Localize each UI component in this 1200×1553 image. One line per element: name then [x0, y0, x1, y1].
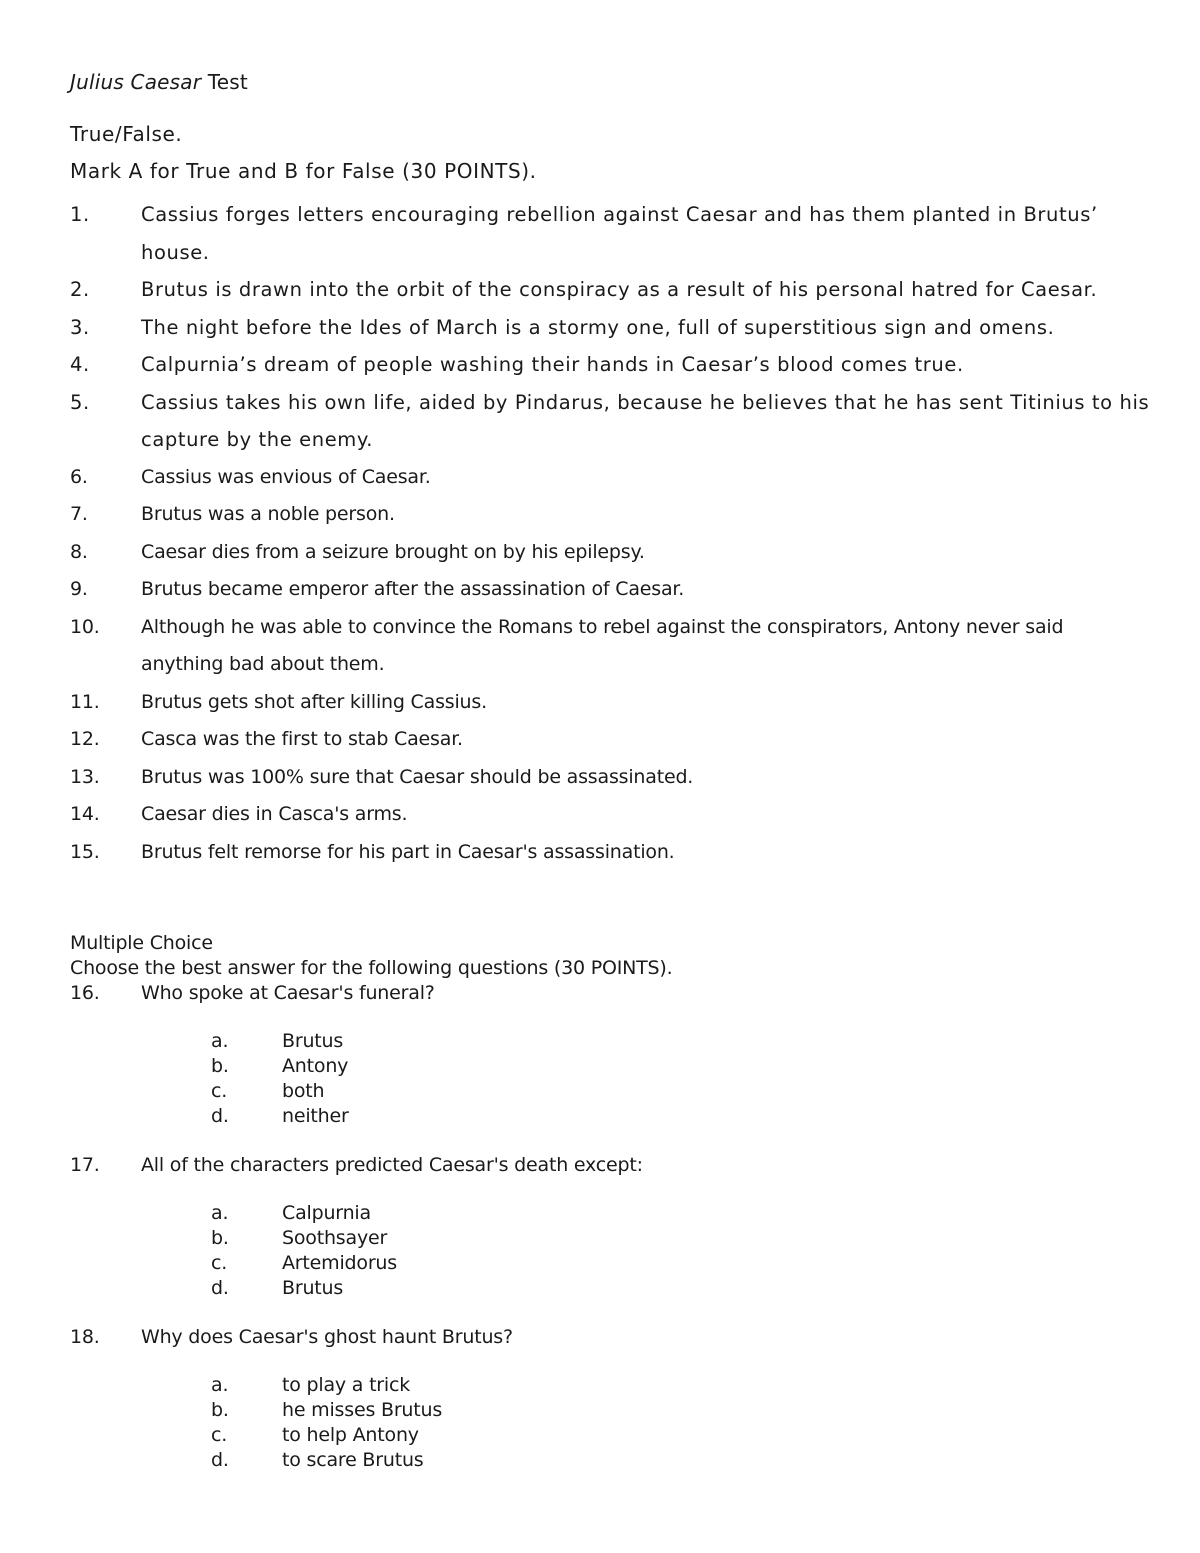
true-false-heading: True/False.: [70, 122, 183, 146]
multiple-choice-instructions: Choose the best answer for the following questions (30 POINTS).: [70, 957, 673, 979]
tf-item: [70, 459, 1150, 497]
tf-item: [70, 271, 1150, 309]
mc-question-number: 16.: [70, 982, 100, 1004]
mc-option-letter: b.: [211, 1227, 229, 1249]
mc-option: [211, 1251, 1150, 1276]
tf-item-text: Brutus felt remorse for his part in Caesar's assassination.: [141, 840, 675, 863]
tf-item-text: Brutus was a noble person.: [141, 503, 395, 525]
mc-option-text: both: [282, 1080, 325, 1102]
title-italic: Julius Caesar: [70, 70, 202, 94]
tf-item-number: 6.: [70, 465, 88, 488]
mc-question: [70, 1153, 1150, 1178]
mc-option: [211, 1423, 1150, 1448]
mc-option-text: to play a trick: [282, 1374, 411, 1396]
mc-option-text: Soothsayer: [282, 1227, 388, 1249]
tf-item: [70, 309, 1150, 347]
multiple-choice-heading: Multiple Choice: [70, 932, 213, 954]
mc-option-letter: a.: [211, 1030, 229, 1052]
tf-item-text: Brutus gets shot after killing Cassius.: [141, 690, 487, 713]
tf-item-text: Caesar dies in Casca's arms.: [141, 803, 408, 825]
mc-option-text: to scare Brutus: [282, 1449, 424, 1471]
tf-item-number: 5.: [70, 390, 90, 414]
mc-option-text: Calpurnia: [282, 1202, 371, 1224]
tf-item-text: Caesar dies from a seizure brought on by his epilepsy.: [141, 540, 645, 563]
tf-item-text: Cassius takes his own life, aided by Pindarus, because he believes that he has sent Titinius to his capture by the enemy.: [141, 390, 1150, 451]
mc-option-list: [211, 1029, 1150, 1129]
document-title: [70, 70, 248, 94]
tf-item: [70, 834, 1150, 872]
tf-item-number: 14.: [70, 803, 100, 825]
mc-option-list: [211, 1373, 1150, 1473]
tf-item-number: 11.: [70, 690, 100, 713]
mc-option-letter: d.: [211, 1449, 229, 1471]
title-rest: Test: [201, 70, 248, 94]
tf-item-text: Calpurnia’s dream of people washing their hands in Caesar’s blood comes true.: [141, 353, 964, 376]
mc-option: [211, 1373, 1150, 1398]
mc-option-text: Brutus: [282, 1030, 344, 1052]
tf-item-text: The night before the Ides of March is a stormy one, full of superstitious sign and omens.: [141, 315, 1055, 339]
mc-option-text: Brutus: [282, 1277, 344, 1299]
mc-option-letter: a.: [211, 1202, 229, 1224]
tf-item: [70, 684, 1150, 722]
tf-item: [70, 496, 1150, 534]
tf-item-text: Brutus was 100% sure that Caesar should be assassinated.: [141, 765, 694, 788]
mc-option-text: Artemidorus: [282, 1252, 397, 1274]
mc-option-text: to help Antony: [282, 1424, 419, 1446]
tf-item-number: 7.: [70, 503, 88, 525]
mc-option-letter: b.: [211, 1055, 229, 1077]
tf-item-number: 4.: [70, 353, 90, 376]
tf-item-number: 1.: [70, 203, 90, 226]
tf-item-number: 13.: [70, 765, 100, 788]
mc-option-letter: c.: [211, 1252, 228, 1274]
tf-item-number: 2.: [70, 278, 90, 301]
tf-item-number: 9.: [70, 578, 88, 600]
mc-question-number: 17.: [70, 1154, 100, 1176]
tf-item-number: 10.: [70, 615, 100, 638]
tf-item-text: Although he was able to convince the Romans to rebel against the conspirators, Antony never said anything bad about them.: [141, 615, 1064, 675]
mc-option: [211, 1104, 1150, 1129]
mc-option: [211, 1054, 1150, 1079]
multiple-choice-section: [70, 931, 1150, 1497]
tf-item-text: Cassius forges letters encouraging rebellion against Caesar and has them planted in Brutus’ house.: [141, 203, 1098, 264]
mc-option-text: he misses Brutus: [282, 1399, 443, 1421]
mc-option: [211, 1448, 1150, 1473]
mc-option-letter: b.: [211, 1399, 229, 1421]
mc-question-number: 18.: [70, 1326, 100, 1348]
mc-option-text: Antony: [282, 1055, 349, 1077]
mc-option-text: neither: [282, 1105, 349, 1127]
tf-item-text: Casca was the first to stab Caesar.: [141, 728, 463, 750]
tf-item: [70, 346, 1150, 384]
tf-item: [70, 721, 1150, 759]
mc-question: [70, 1325, 1150, 1350]
tf-item: [70, 196, 1150, 271]
tf-item-text: Brutus is drawn into the orbit of the conspiracy as a result of his personal hatred for Caesar.: [141, 278, 1098, 301]
mc-option: [211, 1398, 1150, 1423]
tf-item-number: 3.: [70, 315, 90, 339]
mc-option-letter: d.: [211, 1105, 229, 1127]
mc-option: [211, 1201, 1150, 1226]
mc-option-letter: c.: [211, 1080, 228, 1102]
mc-option: [211, 1079, 1150, 1104]
mc-option: [211, 1226, 1150, 1251]
mc-option-letter: d.: [211, 1277, 229, 1299]
true-false-list: [70, 196, 1150, 871]
true-false-instructions: Mark A for True and B for False (30 POINTS).: [70, 159, 537, 183]
mc-option: [211, 1276, 1150, 1301]
mc-option-letter: c.: [211, 1424, 228, 1446]
tf-item: [70, 759, 1150, 797]
mc-question-text: All of the characters predicted Caesar's death except:: [141, 1154, 643, 1176]
mc-option: [211, 1029, 1150, 1054]
tf-item-number: 8.: [70, 540, 88, 563]
tf-item: [70, 571, 1150, 609]
mc-question-text: Why does Caesar's ghost haunt Brutus?: [141, 1326, 513, 1348]
tf-item: [70, 609, 1150, 684]
tf-item-text: Cassius was envious of Caesar.: [141, 465, 431, 488]
mc-option-letter: a.: [211, 1374, 229, 1396]
mc-question: [70, 981, 1150, 1006]
tf-item: [70, 796, 1150, 834]
tf-item: [70, 384, 1150, 459]
mc-option-list: [211, 1201, 1150, 1301]
tf-item-number: 12.: [70, 728, 100, 750]
tf-item: [70, 534, 1150, 572]
tf-item-text: Brutus became emperor after the assassination of Caesar.: [141, 578, 685, 600]
tf-item-number: 15.: [70, 840, 100, 863]
mc-question-text: Who spoke at Caesar's funeral?: [141, 982, 435, 1004]
